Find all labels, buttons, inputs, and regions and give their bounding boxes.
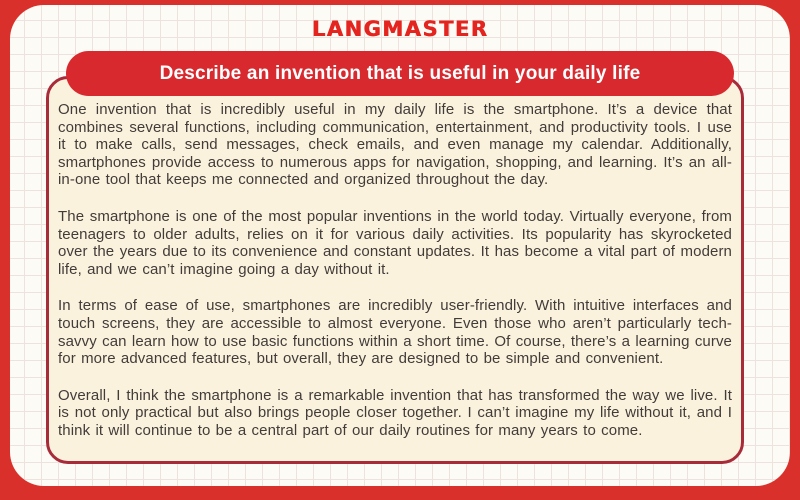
essay-paragraph: The smartphone is one of the most popular inventions in the world today. Virtually everyone, from teenagers to older adults, relies on it for various daily activities. Its popularity has skyrocketed over the years due to its convenience and constant updates. It has become a vital part of modern life, and we can’t imagine going a day without it. [58, 207, 732, 278]
essay-paragraph: In terms of ease of use, smartphones are incredibly user-friendly. With intuitive interfaces and touch screens, they are accessible to almost everyone. Even those who aren’t particularly tech-savvy can learn how to use basic functions within a short time. Of course, there’s a learning curve for more advanced features, but overall, they are designed to be simple and convenient. [58, 297, 732, 368]
topic-title-banner [66, 51, 734, 96]
topic-title-text: Describe an invention that is useful in your daily life [159, 62, 641, 84]
langmaster-logo: LANGMASTER [311, 17, 489, 41]
essay-paragraph: One invention that is incredibly useful in my daily life is the smartphone. It’s a device that combines several functions, including communication, entertainment, and productivity tools. I use it to make calls, send messages, check emails, and even manage my calendar. Additionally, smartphones provide access to numerous apps for navigation, shopping, and learning. It’s an all-in-one tool that keeps me connected and organized throughout the day. [58, 101, 732, 189]
essay-paragraph: Overall, I think the smartphone is a remarkable invention that has transformed the way we live. It is not only practical but also brings people closer together. I can’t imagine my life without it, and I think it will continue to be a central part of our daily routines for many years to come. [58, 386, 732, 439]
essay-body [58, 101, 732, 440]
